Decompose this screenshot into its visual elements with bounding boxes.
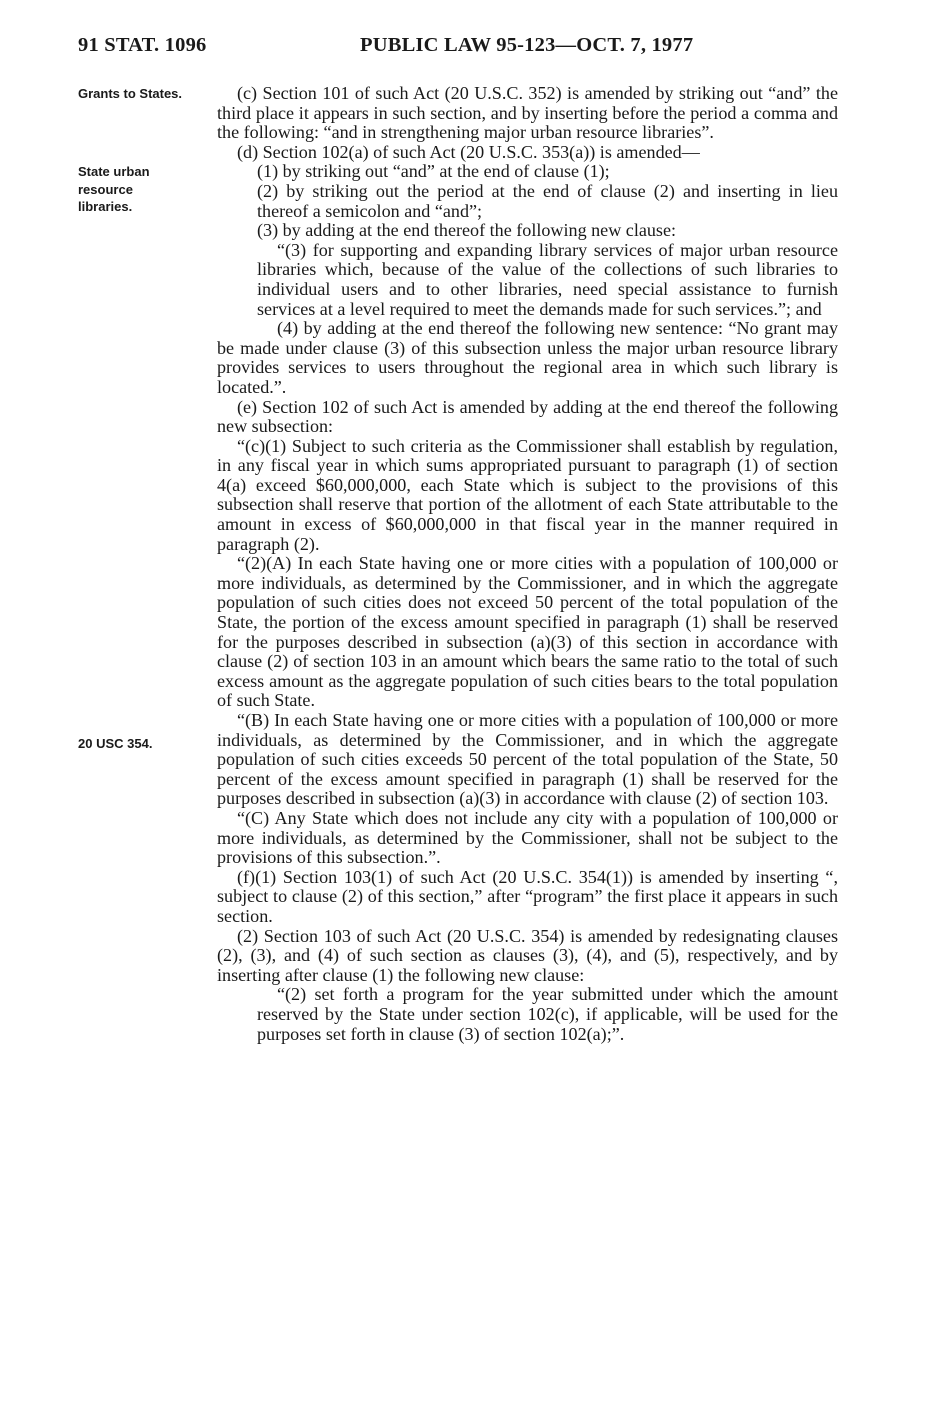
- subsection-c2c: “(C) Any State which does not include any city with a population of 100,000 or more individuals, as determined by the Commissioner, shall not be subject to the provisions of this subsection.”.: [217, 807, 838, 868]
- margin-note-urban-line: libraries.: [78, 199, 133, 214]
- clause-d2-text: (2) by striking out the period at the end of clause (2) and inserting in lieu thereof a semicolon and “and”;: [257, 180, 838, 221]
- margin-note-urban-line: State urban: [78, 164, 150, 179]
- clause-d3: (3) by adding at the end thereof the following new clause:: [257, 220, 677, 241]
- clause-d4: (4) by adding at the end thereof the following new sentence: “No grant may be made under clause (3) of this subsection unless the major urban resource library provides services to users throughout the regional area in which such library is located.”.: [217, 318, 838, 397]
- subsection-c2a: “(2)(A) In each State having one or more cities with a population of 100,000 or more individuals, as determined by the Commissioner, and in which the aggregate population of such cities does not exceed 50 percent of the total population of the State, the portion of the excess amount specified in paragraph (1) shall be reserved for the purposes described in subsection (a)(3) of this section in accordance with clause (2) of section 103 in an amount which bears the same ratio to the total of such excess amount as the aggregate population of such cities bears to the total population of such State.: [217, 553, 838, 711]
- paragraph-f2: (2) Section 103 of such Act (20 U.S.C. 354) is amended by redesignating clauses (2), (3), and (4) of such section as clauses (3), (4), and (5), respectively, and by inserting after clause (1) the following new clause:: [217, 925, 838, 985]
- paragraph-c: (c) Section 101 of such Act (20 U.S.C. 352) is amended by striking out “and” the third place it appears in such section, and by inserting before the period a comma and the following: “and in strengthening major urban resource libraries”.: [217, 83, 838, 143]
- subsection-c2b: “(B) In each State having one or more cities with a population of 100,000 or more individuals, as determined by the Commissioner, and in which the aggregate population of such cities exceeds 50 percent of the total population of the State, 50 percent of the excess amount specified in paragraph (1) shall be reserved for the purposes described in subsection (a)(3) in accordance with clause (2) of section 103.: [217, 710, 838, 809]
- clause-d1: (1) by striking out “and” at the end of clause (1);: [257, 161, 610, 182]
- public-law-title: PUBLIC LAW 95-123—OCT. 7, 1977: [360, 34, 694, 56]
- new-clause-2: “(2) set forth a program for the year submitted under which the amount reserved by the State under section 102(c), if applicable, will be used for the purposes set forth in clause (3) of section 102(a);”.: [257, 984, 838, 1044]
- subsection-c1: “(c)(1) Subject to such criteria as the Commissioner shall establish by regulation, in any fiscal year in which sums appropriated pursuant to paragraph (1) of section 4(a) exceed $60,000,000, each State which is subject to the provisions of this subsection shall reserve that portion of the allotment of each State attributable to the amount in excess of $60,000,000 in that fiscal year in the manner required in paragraph (2).: [217, 435, 838, 554]
- margin-note-urban-libraries: [78, 163, 208, 216]
- document-body: [217, 84, 838, 1044]
- paragraph-d: (d) Section 102(a) of such Act (20 U.S.C. 353(a)) is amended—: [237, 141, 700, 162]
- clause-d2: [217, 182, 838, 221]
- page-header: [78, 34, 838, 62]
- margin-note-grants: Grants to States.: [78, 86, 183, 101]
- paragraph-f1: (f)(1) Section 103(1) of such Act (20 U.S.C. 354(1)) is amended by inserting “, subject to clause (2) of this section,” after “program” the first place it appears in such section.: [217, 866, 838, 926]
- margin-note-usc: 20 USC 354.: [78, 736, 153, 751]
- margin-note-urban-line: resource: [78, 181, 133, 197]
- stat-page-number: 91 STAT. 1096: [78, 34, 207, 56]
- new-clause-3: “(3) for supporting and expanding library services of major urban resource libraries which, because of the value of the collections of such libraries to individual users and to other libraries, need special assistance to furnish services at a level required to meet the demands made for such services.”; and: [257, 239, 838, 319]
- paragraph-e: (e) Section 102 of such Act is amended by adding at the end thereof the following new subsection:: [217, 396, 838, 437]
